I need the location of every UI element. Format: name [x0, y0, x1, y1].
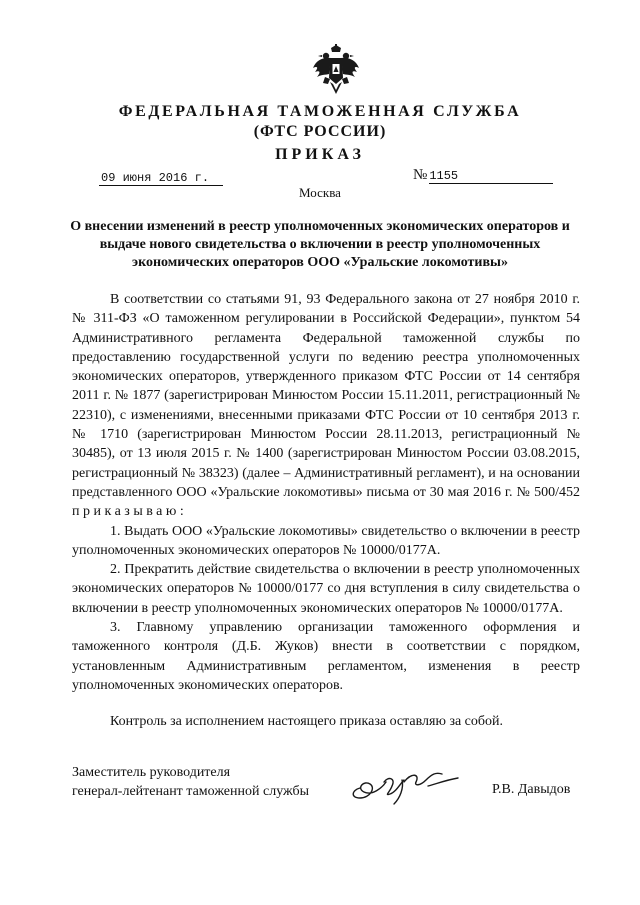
order-item-1: 1. Выдать ООО «Уральские локомотивы» свидетельство о включении в реестр уполномоченных экономических операторов № 10000/0177А.: [72, 523, 580, 558]
signer-position: [72, 763, 309, 801]
order-number-field: [413, 167, 613, 184]
document-type: ПРИКАЗ: [275, 146, 365, 163]
signer-position-line-2: генерал-лейтенант таможенной службы: [72, 784, 310, 799]
agency-short-name: (ФТС РОССИИ): [253, 123, 387, 140]
order-subject: О внесении изменений в реестр уполномоченных экономических операторов и выдаче нового свидетельства о включении в реестр уполномоченных экономических операторов ООО «Уральские локомотивы»: [70, 219, 570, 270]
order-item-2: 2. Прекратить действие свидетельства о включении в реестр уполномоченных экономических операторов № 10000/0177 со дня вступления в силу свидетельства о включении в реестр уполномоченных экономических операторов № 10000/0177А.: [72, 562, 580, 616]
order-body: [72, 290, 580, 732]
number-sign: №: [413, 167, 428, 183]
order-word: приказываю:: [72, 504, 188, 520]
order-city: Москва: [299, 185, 341, 200]
handwritten-signature-icon: [346, 758, 486, 808]
order-item-3: 3. Главному управлению организации таможенного оформления и таможенного контроля (Д.Б. Жуков) внести в соответствии с порядком, установленным Административным регламентом, изменения в реестр уполномоченных экономических операторов.: [72, 620, 580, 693]
agency-name: ФЕДЕРАЛЬНАЯ ТАМОЖЕННАЯ СЛУЖБА: [118, 103, 522, 120]
preamble-text: В соответствии со статьями 91, 93 Федерального закона от 27 ноября 2010 г. № 311-ФЗ «О таможенном регулировании в Российской Федерации», пунктом 54 Административного регламента Федеральной таможенной службы по предоставлению государственной услуги по ведению реестра уполномоченных экономических операторов, утвержденного приказом ФТС России от 14 сентября 2011 г. № 1877 (зарегистрирован Минюстом России 15.11.2011, регистрационный № 22310), с изменениями, внесенными приказами ФТС России от 10 сентября 2013 г. № 1710 (зарегистрирован Минюстом России 28.11.2013, регистрационный № 30485), от 13 июля 2015 г. № 1400 (зарегистрирован Минюстом России 03.08.2015, регистрационный № 38323) (далее – Административный регламент), и на основании представленного ООО «Уральские локомотивы» письма от 30 мая 2016 г. № 500/452: [72, 292, 580, 500]
signer-position-line-1: Заместитель руководителя: [72, 765, 231, 780]
order-number: 1155: [429, 169, 553, 184]
order-date: 09 июня 2016 г.: [99, 171, 223, 186]
control-paragraph: Контроль за исполнением настоящего приказа оставляю за собой.: [110, 714, 504, 730]
double-headed-eagle-emblem-icon: [311, 44, 361, 96]
signer-name: Р.В. Давыдов: [492, 782, 571, 797]
preamble-paragraph: [72, 290, 580, 522]
